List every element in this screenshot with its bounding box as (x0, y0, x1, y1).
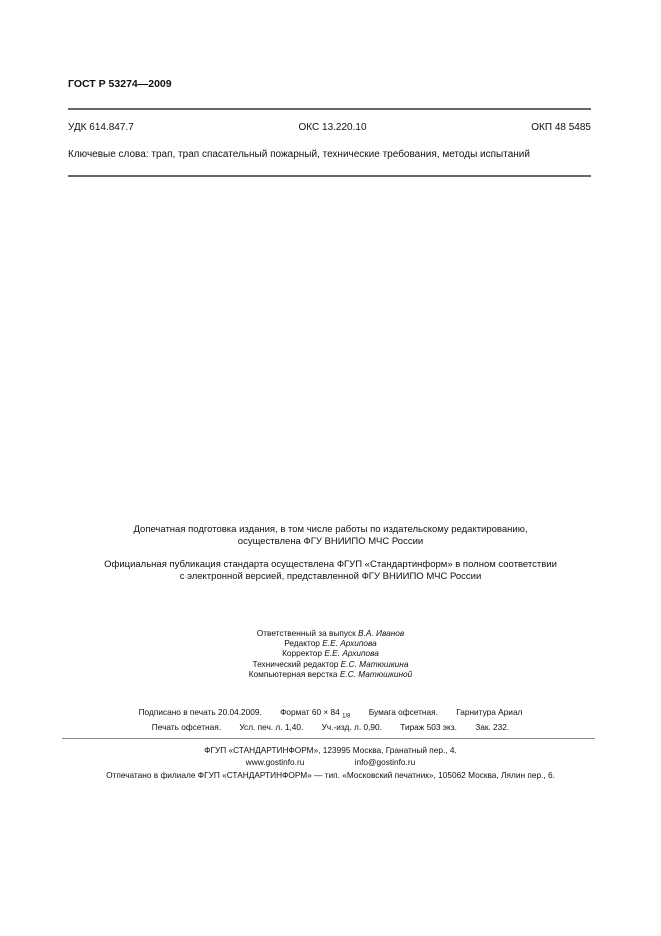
udk-code: УДК 614.847.7 (68, 122, 134, 133)
keywords: Ключевые слова: трап, трап спасательный пожарный, технические требования, методы испытаний (68, 149, 530, 160)
divider (68, 175, 591, 177)
classification-row (68, 122, 591, 133)
printed-by: Отпечатано в филиале ФГУП «СТАНДАРТИНФОРМ» — тип. «Московский печатник», 105062 Москва, Лялин пер., 6. (106, 770, 555, 780)
publisher-address: ФГУП «СТАНДАРТИНФОРМ», 123995 Москва, Гранатный пер., 4. (204, 745, 457, 755)
credit-role: Технический редактор (252, 658, 339, 669)
paper: Бумага офсетная. (368, 707, 438, 717)
publication-line: с электронной версией, представленной ФГУ ВНИИПО МЧС России (179, 571, 482, 582)
publication-line: Официальная публикация стандарта осуществлена ФГУП «Стандартинформ» в полном соответствии (104, 559, 557, 570)
credit-name: Е.Е. Архипова (324, 648, 379, 659)
credit-role: Корректор (282, 648, 323, 659)
credit-line (0, 648, 661, 658)
divider (62, 738, 595, 739)
credit-role: Редактор (284, 638, 320, 649)
credit-line (0, 659, 661, 669)
print-info-line1 (0, 707, 661, 720)
credit-line (0, 628, 661, 638)
print-method: Печать офсетная. (151, 722, 222, 732)
credit-name: Е.С. Матюшкиной (339, 668, 413, 679)
credit-name: В.А. Иванов (358, 628, 405, 638)
credit-name: Е.Е. Архипова (322, 638, 377, 649)
print-info-line2 (0, 722, 661, 732)
order-number: Зак. 232. (475, 722, 510, 732)
credits (0, 628, 661, 679)
credit-name: Е.С. Матюшкина (340, 658, 409, 669)
contacts (0, 757, 661, 767)
format: Формат 60 × 84 (280, 707, 340, 717)
signed-date: Подписано в печать 20.04.2009. (138, 707, 262, 717)
oks-code: ОКС 13.220.10 (298, 122, 367, 133)
usl-sheets: Усл. печ. л. 1,40. (239, 722, 304, 732)
publication-note (0, 559, 661, 583)
credit-role: Компьютерная верстка (248, 668, 338, 679)
website-link[interactable]: www.gostinfo.ru (245, 757, 305, 767)
email-link[interactable]: info@gostinfo.ru (354, 757, 416, 767)
prep-line: осуществлена ФГУ ВНИИПО МЧС России (237, 536, 424, 547)
format-fraction: 1/8 (342, 713, 351, 720)
uch-sheets: Уч.-изд. л. 0,90. (321, 722, 382, 732)
divider (68, 108, 591, 110)
prep-line: Допечатная подготовка издания, в том числе работы по издательскому редактированию, (133, 524, 528, 535)
typeface: Гарнитура Ариал (456, 707, 523, 717)
standard-number: ГОСТ Р 53274—2009 (68, 78, 172, 90)
okp-code: ОКП 48 5485 (531, 122, 591, 133)
credit-line (0, 638, 661, 648)
prep-note (0, 524, 661, 548)
print-run: Тираж 503 экз. (400, 722, 457, 732)
credit-line (0, 669, 661, 679)
credit-role: Ответственный за выпуск (256, 628, 356, 638)
